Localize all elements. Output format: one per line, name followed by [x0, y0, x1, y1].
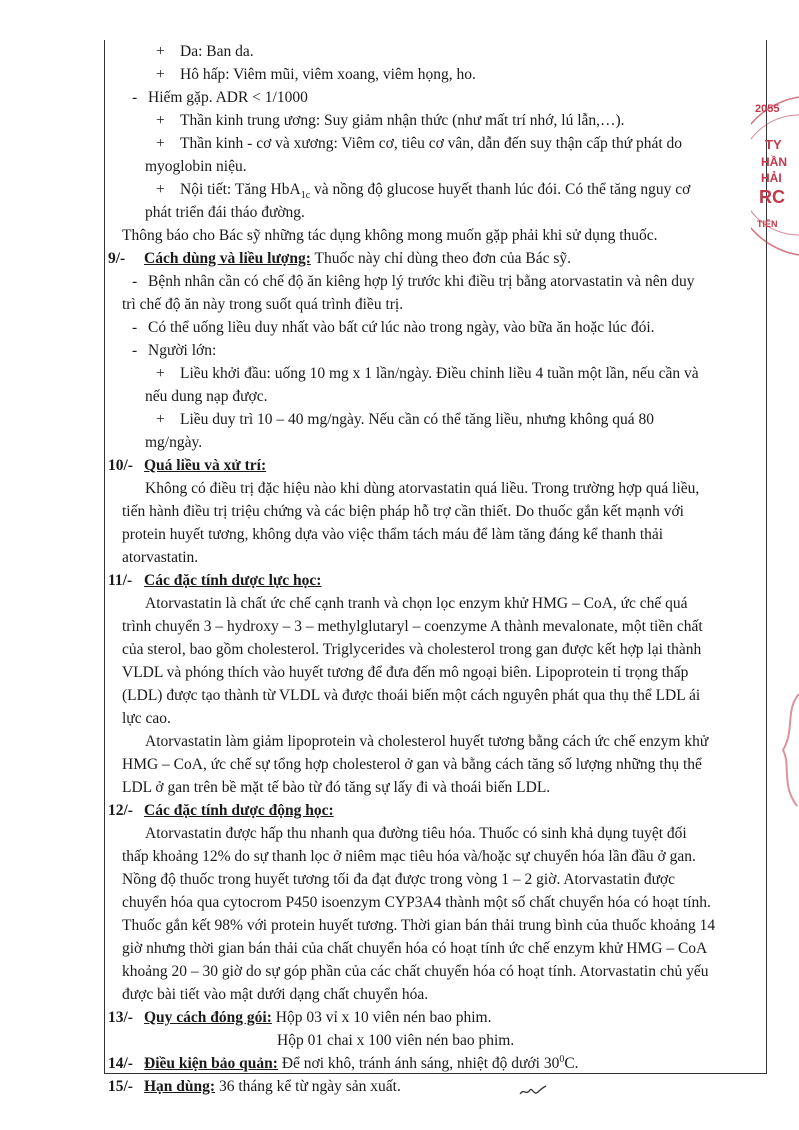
- list-item-continuation: trì chế độ ăn này trong suốt quá trình điều trị.: [122, 296, 404, 313]
- list-item: + Da: Ban da.: [156, 43, 254, 60]
- paragraph-line: thấp khoảng 12% do sự thanh lọc ở niêm mạc tiêu hóa và/hoặc sự chuyển hóa lần đầu ở gan.: [122, 848, 696, 865]
- section-heading-12: 12/- Các đặc tính dược động học:: [108, 802, 334, 819]
- paragraph-line: tiến hành điều trị triệu chứng và các biện pháp hỗ trợ cần thiết. Do thuốc gắn kết mạnh với: [122, 503, 684, 520]
- paragraph: Thông báo cho Bác sỹ những tác dụng không mong muốn gặp phải khi sử dụng thuốc.: [122, 227, 658, 244]
- paragraph-line: của sterol, bao gồm cholesterol. Triglycerides và cholesterol trong gan được kết hợp lại thành: [122, 641, 702, 658]
- paragraph-line: Nồng độ thuốc trong huyết tương tối đa đạt được trong vòng 1 – 2 giờ. Atorvastatin được: [122, 871, 676, 888]
- list-item-continuation: nếu dung nạp được.: [145, 388, 268, 405]
- list-item-continuation: myoglobin niệu.: [145, 158, 247, 175]
- paragraph-line: trình chuyển 3 – hydroxy – 3 – methylglutaryl – coenzyme A thành mevalonate, một tiền chất: [122, 618, 703, 635]
- paragraph-line: Không có điều trị đặc hiệu nào khi dùng atorvastatin quá liều. Trong trường hợp quá liều,: [145, 480, 700, 497]
- paragraph-line: protein huyết tương, không dựa vào việc thẩm tách máu để làm tăng đáng kể thanh thải: [122, 526, 664, 543]
- paragraph-line: khoảng 20 – 30 giờ do sự góp phần của các chất chuyển hóa có hoạt tính. Atorvastatin chủ yếu: [122, 963, 709, 980]
- paragraph-line: giờ nhưng thời gian bán thải của chất chuyển hóa có hoạt tính ức chế enzym khử HMG – CoA: [122, 940, 708, 957]
- list-item-continuation: mg/ngày.: [145, 434, 203, 451]
- section-heading-11: 11/- Các đặc tính dược lực học:: [108, 572, 322, 589]
- list-item-continuation: phát triển đái tháo đường.: [145, 204, 305, 221]
- paragraph-line: atorvastatin.: [122, 549, 199, 566]
- paragraph-line: HMG – CoA, ức chế sự tổng hợp cholesterol ở gan và bằng cách tăng số lượng những thụ thể: [122, 756, 702, 773]
- list-item: + Nội tiết: Tăng HbA$_{1c}$ và nồng độ glucose huyết thanh lúc đói. Có thể tăng nguy cơ: [156, 181, 691, 202]
- initials-mark: [518, 1084, 548, 1100]
- list-item: + Hô hấp: Viêm mũi, viêm xoang, viêm họng, ho.: [156, 66, 476, 83]
- paragraph-line: chuyển hóa qua cytocrom P450 isoenzym CYP3A4 thành một số chất chuyển hóa có hoạt tính.: [122, 894, 711, 911]
- paragraph-line: được bài tiết vào mật dưới dạng chất chuyển hóa.: [122, 986, 429, 1003]
- section-heading-15: 15/- Hạn dùng: 36 tháng kể từ ngày sản xuất.: [108, 1078, 401, 1095]
- signature-mark: [777, 690, 799, 810]
- section-heading-13: 13/- Quy cách đóng gói: Hộp 03 vỉ x 10 viên nén bao phim.: [108, 1009, 492, 1026]
- paragraph-line: Atorvastatin làm giảm lipoprotein và cholesterol huyết tương bằng cách ức chế enzym khử: [145, 733, 709, 750]
- paragraph-line: Thuốc gắn kết 98% với protein huyết tương. Thời gian bán thải trung bình của thuốc khoảng 14: [122, 917, 716, 934]
- paragraph-line: LDL ở gan trên bề mặt tế bào từ đó tăng sự lấy đi và thoái biến LDL.: [122, 779, 551, 796]
- stamp-ring: [751, 95, 799, 265]
- paragraph-line: Hộp 01 chai x 100 viên nén bao phim.: [277, 1032, 515, 1049]
- section-heading-10: 10/- Quá liều và xử trí:: [108, 457, 267, 474]
- paragraph-line: (LDL) được tạo thành từ VLDL và được thoái biến một cách nguyên phát qua thụ thể LDL ái: [122, 687, 701, 704]
- list-item: + Liều khởi đầu: uống 10 mg x 1 lần/ngày. Điều chỉnh liều 4 tuần một lần, nếu cần và: [156, 365, 699, 382]
- list-item: - Có thể uống liều duy nhất vào bất cứ lúc nào trong ngày, vào bữa ăn hoặc lúc đói.: [132, 319, 655, 336]
- paragraph-line: Atorvastatin là chất ức chế cạnh tranh và chọn lọc enzym khử HMG – CoA, ức chế quá: [145, 595, 688, 612]
- list-item: - Bệnh nhân cần có chế độ ăn kiêng hợp lý trước khi điều trị bằng atorvastatin và nên duy: [132, 273, 695, 290]
- paragraph-line: Atorvastatin được hấp thu nhanh qua đường tiêu hóa. Thuốc có sinh khả dụng tuyệt đối: [145, 825, 687, 842]
- list-item: - Hiếm gặp. ADR < 1/1000: [132, 89, 308, 106]
- document-body: [108, 40, 760, 1098]
- list-item: + Liều duy trì 10 – 40 mg/ngày. Nếu cần có thể tăng liều, nhưng không quá 80: [156, 411, 655, 428]
- paragraph-line: lực cao.: [122, 710, 171, 727]
- paragraph-line: VLDL và phóng thích vào huyết tương để đưa đến mô ngoại biên. Lipoprotein tỉ trọng thấp: [122, 664, 689, 681]
- company-stamp: 2055 TY HẦN HẢI RC TIẾN: [751, 95, 799, 265]
- list-item: + Thần kinh trung ương: Suy giảm nhận thức (như mất trí nhớ, lú lẫn,…).: [156, 112, 625, 129]
- section-heading-9: 9/- Cách dùng và liều lượng: Thuốc này chỉ dùng theo đơn của Bác sỹ.: [108, 250, 572, 267]
- list-item: + Thần kinh - cơ và xương: Viêm cơ, tiêu cơ vân, dẫn đến suy thận cấp thứ phát do: [156, 135, 683, 152]
- list-item: - Người lớn:: [132, 342, 217, 359]
- section-heading-14: 14/- Điều kiện bảo quản: Để nơi khô, tránh ánh sáng, nhiệt độ dưới $30^0C$.: [108, 1053, 579, 1072]
